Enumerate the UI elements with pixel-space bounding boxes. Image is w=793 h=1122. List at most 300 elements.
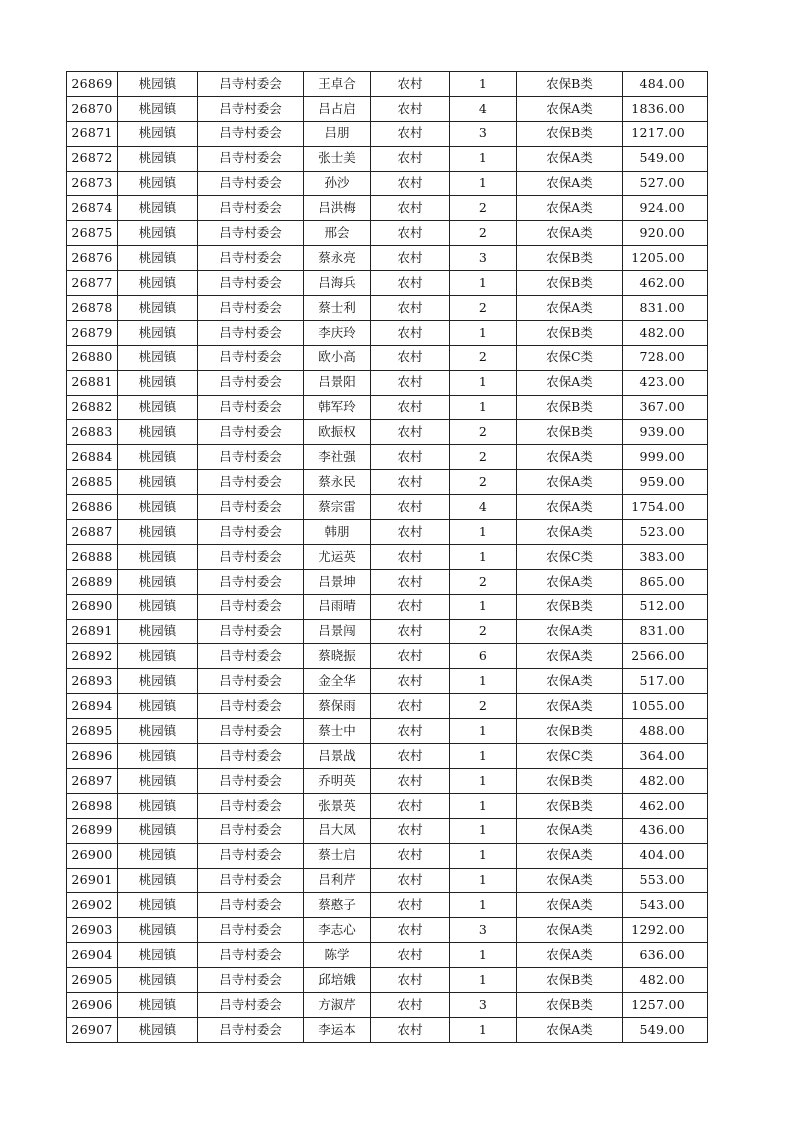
- table-row: [67, 320, 708, 345]
- area-type-cell: 农村: [371, 1017, 450, 1042]
- amount-cell: 831.00: [623, 296, 708, 321]
- household-count-cell: 3: [450, 246, 517, 271]
- town-cell: 桃园镇: [118, 843, 198, 868]
- insurance-category-cell: 农保A类: [517, 445, 623, 470]
- household-count-cell: 1: [450, 719, 517, 744]
- record-id-cell: 26905: [67, 968, 118, 993]
- area-type-cell: 农村: [371, 146, 450, 171]
- table-row: [67, 96, 708, 121]
- town-cell: 桃园镇: [118, 644, 198, 669]
- insurance-category-cell: 农保A类: [517, 644, 623, 669]
- town-cell: 桃园镇: [118, 420, 198, 445]
- town-cell: 桃园镇: [118, 470, 198, 495]
- insurance-category-cell: 农保B类: [517, 594, 623, 619]
- area-type-cell: 农村: [371, 694, 450, 719]
- area-type-cell: 农村: [371, 744, 450, 769]
- town-cell: 桃园镇: [118, 669, 198, 694]
- table-row: [67, 744, 708, 769]
- name-cell: 孙沙: [304, 171, 371, 196]
- amount-cell: 523.00: [623, 520, 708, 545]
- household-count-cell: 2: [450, 420, 517, 445]
- insurance-category-cell: 农保A类: [517, 1017, 623, 1042]
- area-type-cell: 农村: [371, 619, 450, 644]
- record-id-cell: 26869: [67, 72, 118, 97]
- area-type-cell: 农村: [371, 196, 450, 221]
- table-row: [67, 1017, 708, 1042]
- table-row: [67, 146, 708, 171]
- household-count-cell: 2: [450, 619, 517, 644]
- area-type-cell: 农村: [371, 370, 450, 395]
- name-cell: 吕占启: [304, 96, 371, 121]
- household-count-cell: 1: [450, 744, 517, 769]
- record-id-cell: 26902: [67, 893, 118, 918]
- insurance-category-cell: 农保B类: [517, 72, 623, 97]
- table-row: [67, 669, 708, 694]
- amount-cell: 924.00: [623, 196, 708, 221]
- village-committee-cell: 吕寺村委会: [198, 569, 304, 594]
- record-id-cell: 26893: [67, 669, 118, 694]
- name-cell: 欧振权: [304, 420, 371, 445]
- village-committee-cell: 吕寺村委会: [198, 768, 304, 793]
- village-committee-cell: 吕寺村委会: [198, 121, 304, 146]
- insurance-category-cell: 农保A类: [517, 96, 623, 121]
- table-row: [67, 992, 708, 1017]
- area-type-cell: 农村: [371, 445, 450, 470]
- village-committee-cell: 吕寺村委会: [198, 943, 304, 968]
- name-cell: 李社强: [304, 445, 371, 470]
- insurance-category-cell: 农保B类: [517, 968, 623, 993]
- record-id-cell: 26871: [67, 121, 118, 146]
- name-cell: 蔡士中: [304, 719, 371, 744]
- name-cell: 蔡保雨: [304, 694, 371, 719]
- area-type-cell: 农村: [371, 345, 450, 370]
- table-row: [67, 246, 708, 271]
- amount-cell: 484.00: [623, 72, 708, 97]
- amount-cell: 1055.00: [623, 694, 708, 719]
- town-cell: 桃园镇: [118, 793, 198, 818]
- table-row: [67, 818, 708, 843]
- table-row: [67, 72, 708, 97]
- record-id-cell: 26891: [67, 619, 118, 644]
- village-committee-cell: 吕寺村委会: [198, 246, 304, 271]
- table-row: [67, 893, 708, 918]
- name-cell: 陈学: [304, 943, 371, 968]
- record-id-cell: 26882: [67, 395, 118, 420]
- amount-cell: 436.00: [623, 818, 708, 843]
- record-id-cell: 26895: [67, 719, 118, 744]
- name-cell: 邱培娥: [304, 968, 371, 993]
- town-cell: 桃园镇: [118, 345, 198, 370]
- insurance-category-cell: 农保A类: [517, 171, 623, 196]
- town-cell: 桃园镇: [118, 320, 198, 345]
- table-row: [67, 395, 708, 420]
- table-body: [67, 72, 708, 1043]
- record-id-cell: 26880: [67, 345, 118, 370]
- household-count-cell: 1: [450, 868, 517, 893]
- insurance-category-cell: 农保B类: [517, 395, 623, 420]
- village-committee-cell: 吕寺村委会: [198, 992, 304, 1017]
- amount-cell: 1836.00: [623, 96, 708, 121]
- name-cell: 李庆玲: [304, 320, 371, 345]
- town-cell: 桃园镇: [118, 594, 198, 619]
- village-committee-cell: 吕寺村委会: [198, 495, 304, 520]
- table-row: [67, 271, 708, 296]
- area-type-cell: 农村: [371, 594, 450, 619]
- name-cell: 王卓合: [304, 72, 371, 97]
- village-committee-cell: 吕寺村委会: [198, 146, 304, 171]
- record-id-cell: 26881: [67, 370, 118, 395]
- name-cell: 吕大凤: [304, 818, 371, 843]
- name-cell: 邢会: [304, 221, 371, 246]
- town-cell: 桃园镇: [118, 544, 198, 569]
- area-type-cell: 农村: [371, 72, 450, 97]
- record-id-cell: 26876: [67, 246, 118, 271]
- amount-cell: 462.00: [623, 793, 708, 818]
- household-count-cell: 2: [450, 221, 517, 246]
- household-count-cell: 2: [450, 345, 517, 370]
- amount-cell: 423.00: [623, 370, 708, 395]
- record-id-cell: 26875: [67, 221, 118, 246]
- town-cell: 桃园镇: [118, 96, 198, 121]
- amount-cell: 1217.00: [623, 121, 708, 146]
- amount-cell: 553.00: [623, 868, 708, 893]
- amount-cell: 517.00: [623, 669, 708, 694]
- name-cell: 韩朋: [304, 520, 371, 545]
- amount-cell: 999.00: [623, 445, 708, 470]
- area-type-cell: 农村: [371, 893, 450, 918]
- insurance-category-cell: 农保A类: [517, 470, 623, 495]
- town-cell: 桃园镇: [118, 395, 198, 420]
- household-count-cell: 6: [450, 644, 517, 669]
- village-committee-cell: 吕寺村委会: [198, 793, 304, 818]
- name-cell: 吕景闯: [304, 619, 371, 644]
- name-cell: 吕海兵: [304, 271, 371, 296]
- area-type-cell: 农村: [371, 768, 450, 793]
- amount-cell: 865.00: [623, 569, 708, 594]
- village-committee-cell: 吕寺村委会: [198, 619, 304, 644]
- record-id-cell: 26883: [67, 420, 118, 445]
- town-cell: 桃园镇: [118, 744, 198, 769]
- name-cell: 蔡晓振: [304, 644, 371, 669]
- area-type-cell: 农村: [371, 669, 450, 694]
- amount-cell: 404.00: [623, 843, 708, 868]
- town-cell: 桃园镇: [118, 968, 198, 993]
- name-cell: 金全华: [304, 669, 371, 694]
- amount-cell: 482.00: [623, 320, 708, 345]
- area-type-cell: 农村: [371, 918, 450, 943]
- town-cell: 桃园镇: [118, 121, 198, 146]
- area-type-cell: 农村: [371, 470, 450, 495]
- name-cell: 蔡永民: [304, 470, 371, 495]
- insurance-category-cell: 农保C类: [517, 345, 623, 370]
- amount-cell: 482.00: [623, 768, 708, 793]
- area-type-cell: 农村: [371, 544, 450, 569]
- area-type-cell: 农村: [371, 221, 450, 246]
- town-cell: 桃园镇: [118, 271, 198, 296]
- village-committee-cell: 吕寺村委会: [198, 918, 304, 943]
- amount-cell: 383.00: [623, 544, 708, 569]
- insurance-category-cell: 农保A类: [517, 146, 623, 171]
- name-cell: 李志心: [304, 918, 371, 943]
- household-count-cell: 1: [450, 320, 517, 345]
- table-row: [67, 345, 708, 370]
- amount-cell: 1205.00: [623, 246, 708, 271]
- village-committee-cell: 吕寺村委会: [198, 520, 304, 545]
- record-id-cell: 26903: [67, 918, 118, 943]
- table-row: [67, 719, 708, 744]
- household-count-cell: 2: [450, 694, 517, 719]
- insurance-category-cell: 农保C类: [517, 744, 623, 769]
- household-count-cell: 1: [450, 171, 517, 196]
- record-id-cell: 26897: [67, 768, 118, 793]
- village-committee-cell: 吕寺村委会: [198, 420, 304, 445]
- area-type-cell: 农村: [371, 296, 450, 321]
- household-count-cell: 1: [450, 893, 517, 918]
- name-cell: 蔡士启: [304, 843, 371, 868]
- table-row: [67, 918, 708, 943]
- village-committee-cell: 吕寺村委会: [198, 72, 304, 97]
- insurance-category-cell: 农保A类: [517, 918, 623, 943]
- household-count-cell: 3: [450, 992, 517, 1017]
- town-cell: 桃园镇: [118, 619, 198, 644]
- area-type-cell: 农村: [371, 121, 450, 146]
- household-count-cell: 1: [450, 370, 517, 395]
- name-cell: 李运本: [304, 1017, 371, 1042]
- town-cell: 桃园镇: [118, 569, 198, 594]
- record-id-cell: 26890: [67, 594, 118, 619]
- insurance-category-cell: 农保A类: [517, 569, 623, 594]
- table-row: [67, 121, 708, 146]
- insurance-category-cell: 农保A类: [517, 843, 623, 868]
- amount-cell: 543.00: [623, 893, 708, 918]
- table-row: [67, 420, 708, 445]
- record-id-cell: 26870: [67, 96, 118, 121]
- insurance-category-cell: 农保B类: [517, 320, 623, 345]
- table-row: [67, 768, 708, 793]
- name-cell: 吕景阳: [304, 370, 371, 395]
- amount-cell: 462.00: [623, 271, 708, 296]
- insurance-category-cell: 农保B类: [517, 246, 623, 271]
- household-count-cell: 2: [450, 470, 517, 495]
- town-cell: 桃园镇: [118, 221, 198, 246]
- household-count-cell: 1: [450, 669, 517, 694]
- town-cell: 桃园镇: [118, 719, 198, 744]
- village-committee-cell: 吕寺村委会: [198, 296, 304, 321]
- name-cell: 蔡宗雷: [304, 495, 371, 520]
- household-count-cell: 3: [450, 918, 517, 943]
- table-row: [67, 221, 708, 246]
- table-row: [67, 520, 708, 545]
- insurance-category-cell: 农保A类: [517, 196, 623, 221]
- town-cell: 桃园镇: [118, 370, 198, 395]
- record-id-cell: 26886: [67, 495, 118, 520]
- insurance-category-cell: 农保A类: [517, 370, 623, 395]
- insurance-category-cell: 农保B类: [517, 719, 623, 744]
- insurance-category-cell: 农保C类: [517, 544, 623, 569]
- table-row: [67, 171, 708, 196]
- table-row: [67, 619, 708, 644]
- household-count-cell: 2: [450, 296, 517, 321]
- household-count-cell: 1: [450, 843, 517, 868]
- village-committee-cell: 吕寺村委会: [198, 893, 304, 918]
- town-cell: 桃园镇: [118, 196, 198, 221]
- amount-cell: 512.00: [623, 594, 708, 619]
- town-cell: 桃园镇: [118, 893, 198, 918]
- area-type-cell: 农村: [371, 271, 450, 296]
- amount-cell: 488.00: [623, 719, 708, 744]
- household-count-cell: 1: [450, 793, 517, 818]
- amount-cell: 367.00: [623, 395, 708, 420]
- area-type-cell: 农村: [371, 868, 450, 893]
- town-cell: 桃园镇: [118, 943, 198, 968]
- village-committee-cell: 吕寺村委会: [198, 843, 304, 868]
- household-count-cell: 1: [450, 395, 517, 420]
- household-count-cell: 2: [450, 445, 517, 470]
- village-committee-cell: 吕寺村委会: [198, 1017, 304, 1042]
- village-committee-cell: 吕寺村委会: [198, 370, 304, 395]
- amount-cell: 636.00: [623, 943, 708, 968]
- amount-cell: 920.00: [623, 221, 708, 246]
- village-committee-cell: 吕寺村委会: [198, 644, 304, 669]
- village-committee-cell: 吕寺村委会: [198, 171, 304, 196]
- area-type-cell: 农村: [371, 420, 450, 445]
- record-id-cell: 26872: [67, 146, 118, 171]
- amount-cell: 728.00: [623, 345, 708, 370]
- record-id-cell: 26885: [67, 470, 118, 495]
- table-row: [67, 445, 708, 470]
- insurance-category-cell: 农保A类: [517, 943, 623, 968]
- household-count-cell: 1: [450, 271, 517, 296]
- village-committee-cell: 吕寺村委会: [198, 719, 304, 744]
- name-cell: 吕景战: [304, 744, 371, 769]
- town-cell: 桃园镇: [118, 146, 198, 171]
- area-type-cell: 农村: [371, 943, 450, 968]
- insurance-category-cell: 农保A类: [517, 221, 623, 246]
- household-count-cell: 1: [450, 520, 517, 545]
- insurance-category-cell: 农保A类: [517, 818, 623, 843]
- household-count-cell: 2: [450, 569, 517, 594]
- village-committee-cell: 吕寺村委会: [198, 221, 304, 246]
- record-id-cell: 26884: [67, 445, 118, 470]
- village-committee-cell: 吕寺村委会: [198, 470, 304, 495]
- table-row: [67, 868, 708, 893]
- area-type-cell: 农村: [371, 171, 450, 196]
- name-cell: 欧小高: [304, 345, 371, 370]
- name-cell: 张景英: [304, 793, 371, 818]
- name-cell: 方淑芹: [304, 992, 371, 1017]
- area-type-cell: 农村: [371, 395, 450, 420]
- town-cell: 桃园镇: [118, 296, 198, 321]
- name-cell: 吕雨晴: [304, 594, 371, 619]
- area-type-cell: 农村: [371, 96, 450, 121]
- record-id-cell: 26894: [67, 694, 118, 719]
- table-row: [67, 470, 708, 495]
- record-id-cell: 26879: [67, 320, 118, 345]
- record-id-cell: 26904: [67, 943, 118, 968]
- insurance-category-cell: 农保A类: [517, 669, 623, 694]
- amount-cell: 959.00: [623, 470, 708, 495]
- village-committee-cell: 吕寺村委会: [198, 271, 304, 296]
- household-count-cell: 1: [450, 594, 517, 619]
- amount-cell: 1754.00: [623, 495, 708, 520]
- table-row: [67, 968, 708, 993]
- record-id-cell: 26892: [67, 644, 118, 669]
- household-count-cell: 1: [450, 768, 517, 793]
- name-cell: 蔡永亮: [304, 246, 371, 271]
- record-id-cell: 26898: [67, 793, 118, 818]
- name-cell: 吕景坤: [304, 569, 371, 594]
- name-cell: 张士美: [304, 146, 371, 171]
- insurance-category-cell: 农保A类: [517, 619, 623, 644]
- town-cell: 桃园镇: [118, 768, 198, 793]
- name-cell: 尤运英: [304, 544, 371, 569]
- name-cell: 吕朋: [304, 121, 371, 146]
- town-cell: 桃园镇: [118, 445, 198, 470]
- name-cell: 乔明英: [304, 768, 371, 793]
- village-committee-cell: 吕寺村委会: [198, 320, 304, 345]
- area-type-cell: 农村: [371, 719, 450, 744]
- village-committee-cell: 吕寺村委会: [198, 594, 304, 619]
- record-id-cell: 26896: [67, 744, 118, 769]
- area-type-cell: 农村: [371, 644, 450, 669]
- village-committee-cell: 吕寺村委会: [198, 544, 304, 569]
- table-row: [67, 644, 708, 669]
- village-committee-cell: 吕寺村委会: [198, 395, 304, 420]
- village-committee-cell: 吕寺村委会: [198, 818, 304, 843]
- record-id-cell: 26899: [67, 818, 118, 843]
- record-id-cell: 26900: [67, 843, 118, 868]
- amount-cell: 939.00: [623, 420, 708, 445]
- insurance-category-cell: 农保B类: [517, 121, 623, 146]
- table-row: [67, 296, 708, 321]
- record-id-cell: 26873: [67, 171, 118, 196]
- table-row: [67, 544, 708, 569]
- household-count-cell: 1: [450, 146, 517, 171]
- town-cell: 桃园镇: [118, 694, 198, 719]
- record-id-cell: 26877: [67, 271, 118, 296]
- area-type-cell: 农村: [371, 320, 450, 345]
- table-row: [67, 370, 708, 395]
- record-id-cell: 26878: [67, 296, 118, 321]
- table-row: [67, 943, 708, 968]
- amount-cell: 549.00: [623, 146, 708, 171]
- table-row: [67, 594, 708, 619]
- area-type-cell: 农村: [371, 968, 450, 993]
- record-id-cell: 26901: [67, 868, 118, 893]
- village-committee-cell: 吕寺村委会: [198, 968, 304, 993]
- amount-cell: 2566.00: [623, 644, 708, 669]
- town-cell: 桃园镇: [118, 918, 198, 943]
- record-id-cell: 26888: [67, 544, 118, 569]
- household-count-cell: 2: [450, 196, 517, 221]
- town-cell: 桃园镇: [118, 868, 198, 893]
- name-cell: 吕洪梅: [304, 196, 371, 221]
- insurance-category-cell: 农保A类: [517, 694, 623, 719]
- town-cell: 桃园镇: [118, 246, 198, 271]
- village-committee-cell: 吕寺村委会: [198, 694, 304, 719]
- table-row: [67, 495, 708, 520]
- area-type-cell: 农村: [371, 520, 450, 545]
- insurance-category-cell: 农保A类: [517, 495, 623, 520]
- area-type-cell: 农村: [371, 246, 450, 271]
- household-count-cell: 4: [450, 96, 517, 121]
- table-row: [67, 793, 708, 818]
- table-row: [67, 843, 708, 868]
- town-cell: 桃园镇: [118, 818, 198, 843]
- household-count-cell: 1: [450, 1017, 517, 1042]
- area-type-cell: 农村: [371, 818, 450, 843]
- amount-cell: 831.00: [623, 619, 708, 644]
